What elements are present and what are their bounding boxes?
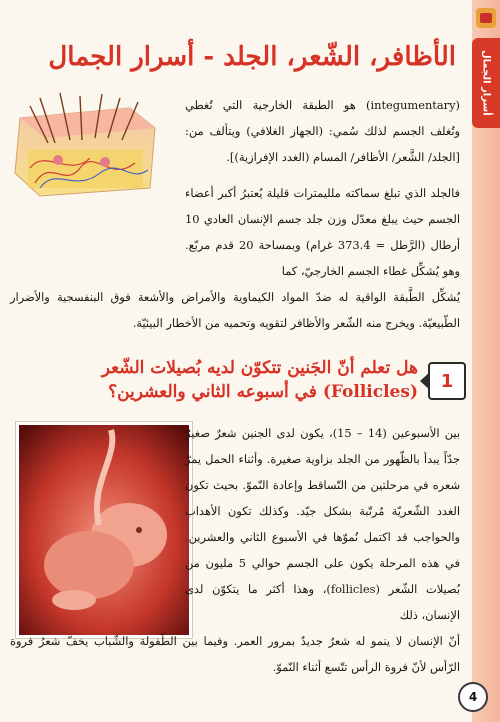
fetus-hair-paragraph (185, 420, 460, 628)
question-number-badge: 1 (428, 362, 466, 400)
page-title: الأظافر، الشّعر، الجلد - أسرار الجمال (48, 42, 456, 72)
did-you-know-question (16, 356, 466, 416)
skin-facts-text: فالجلد الذي تبلغ سماكته ملليمترات قليلة يُعتبرُ أكبر أعضاء الجسم حيث يبلغ معدّل وزن جلد جسم الإنسان العادي 10 أرطال (الرَّطل = 373.4 غرام) وبمساحة 20 قدم مربّع. وهو يُشكِّل غطاء الجسم الخارجيّ، كما (185, 186, 460, 278)
hair-growth-paragraph (10, 628, 460, 680)
question-text: هل تعلم أنّ الجَنين تتكوّن لديه بُصيلات الشّعر (Follicles) في أسبوعه الثاني والعشرين؟ (101, 358, 418, 402)
skin-facts-paragraph (185, 180, 460, 284)
page-number: 4 (458, 682, 488, 712)
book-logo-icon (476, 8, 496, 28)
skin-protection-paragraph (10, 284, 460, 336)
section-tab-label: أسرار الجمال (480, 50, 492, 116)
section-tab (472, 38, 500, 128)
skin-cross-section-image (10, 88, 160, 198)
hair-growth-text: أنّ الإنسان لا ينمو له شعرٌ جديدٌ بمرور العمر. وفيما بين الطّفولة والشّباب يخفّ شعرُ فروة الرّأس لأنّ فروة الرأس تتّسع أثناء النّموّ. (10, 634, 460, 674)
fetus-image (16, 422, 192, 638)
skin-protection-text: يُشكِّل الطَّبقة الواقية له ضدّ المواد الكيماوية والأمراض والأشعة فوق البنفسجية والأضرار الطّبيعيّة. ويخرج منه الشّعر والأظافر لتقويه وتحميه من الأخطار البيئيّة. (10, 290, 460, 330)
fetus-hair-text: بين الأسبوعين (14 – 15)، يكون لدى الجنين شعرٌ صغيرٌ جدّاً يبدأ بالظّهور من الجلد بزاوية صغيرة. وأثناء الحمل يمرّ شعره في مرحلتين من التّساقط وإعادة النّموّ. بحيث تكون الغدد الشّعريّة مُرتّبة بشكل جيّد. وكذلك تكون الأهداب والحواجب قد اكتمل نُموّها في الأسبوع الثاني والعشرين. في هذه المرحلة يكون على الجسم حوالي 5 مليون من بُصيلات الشّعر (follicles)، وهذا أكثر ما يتكوّن لدى الإنسان، ذلك (185, 426, 461, 622)
intro-text: (integumentary) هو الطبقة الخارجية التي تُغطي وتُغلف الجسم لذلك سُمي: (الجهاز الغلافي) ويتألف من: [الجلد/ الشَّعر/ الأظافر/ المسام (الغدد الإفرازية)]. (185, 98, 460, 164)
intro-paragraph (185, 92, 460, 170)
side-tab (472, 0, 500, 722)
